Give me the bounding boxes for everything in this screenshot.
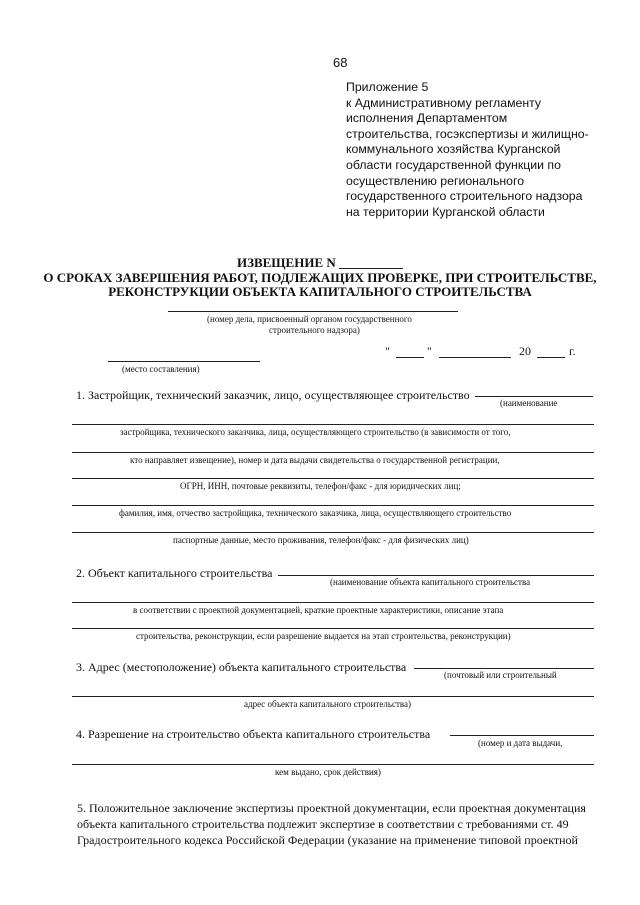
date-year-prefix: 20	[519, 344, 531, 358]
section-4-hint: (номер и дата выдачи,	[478, 738, 563, 748]
case-number-field[interactable]	[168, 311, 458, 312]
permit-field[interactable]	[450, 735, 594, 736]
appendix-line: области государственной функции по	[346, 157, 561, 172]
section-1-hint: кто направляет извещение), номер и дата выдачи свидетельства о государственной регистрации,	[130, 455, 500, 465]
developer-field-line[interactable]	[72, 505, 594, 506]
object-field-line[interactable]	[72, 602, 594, 603]
page-number: 68	[333, 55, 348, 70]
section-1-label: 1. Застройщик, технический заказчик, лицо, осуществляющее строительство	[76, 388, 470, 402]
place-hint: (место составления)	[122, 364, 200, 374]
appendix-block	[346, 80, 589, 220]
notice-subtitle-1: О СРОКАХ ЗАВЕРШЕНИЯ РАБОТ, ПОДЛЕЖАЩИХ ПРОВЕРКЕ, ПРИ СТРОИТЕЛЬСТВЕ,	[43, 270, 597, 285]
date-month-field[interactable]	[439, 357, 511, 358]
notice-subtitle-2: РЕКОНСТРУКЦИИ ОБЪЕКТА КАПИТАЛЬНОГО СТРОИТЕЛЬСТВА	[108, 284, 532, 299]
appendix-line: на территории Курганской области	[346, 204, 545, 219]
developer-field-line[interactable]	[72, 532, 594, 533]
date-day-field[interactable]	[396, 357, 424, 358]
developer-field-line[interactable]	[72, 452, 594, 453]
place-field[interactable]	[108, 361, 260, 362]
date-year-suffix: г.	[569, 344, 576, 358]
notice-number-field[interactable]	[339, 268, 403, 269]
case-number-hint: строительного надзора)	[269, 325, 360, 335]
section-3-hint: (почтовый или строительный	[444, 670, 557, 680]
section-1-hint: ОГРН, ИНН, почтовые реквизиты, телефон/факс - для юридических лиц;	[180, 481, 461, 491]
permit-field-line[interactable]	[72, 764, 594, 765]
appendix-line: строительства, госэкспертизы и жилищно-	[346, 126, 589, 141]
section-5-line: объекта капитального строительства подлежит экспертизе в соответствии с требованиями ст. 49	[77, 817, 569, 831]
section-2-hint: строительства, реконструкции, если разрешение выдается на этап строительства, реконструкции)	[136, 631, 511, 641]
section-2-hint: в соответствии с проектной документацией, краткие проектные характеристики, описание этапа	[133, 605, 504, 615]
date-quote-open: "	[385, 344, 390, 358]
address-field-line[interactable]	[72, 696, 594, 697]
section-1-hint: фамилия, имя, отчество застройщика, технического заказчика, лица, осуществляющего строительство	[119, 508, 512, 518]
developer-field-line[interactable]	[72, 478, 594, 479]
appendix-line: исполнения Департаментом	[346, 111, 508, 126]
developer-field[interactable]	[475, 396, 593, 397]
address-field[interactable]	[414, 668, 594, 669]
section-4-label: 4. Разрешение на строительство объекта капитального строительства	[76, 727, 431, 741]
section-1-hint: паспортные данные, место проживания, телефон/факс - для физических лиц)	[173, 535, 469, 545]
object-field-line[interactable]	[72, 628, 594, 629]
section-3-label: 3. Адрес (местоположение) объекта капитального строительства	[76, 660, 407, 674]
section-3-hint: адрес объекта капитального строительства)	[244, 699, 412, 709]
section-2-label: 2. Объект капитального строительства	[76, 566, 273, 580]
section-4-hint: кем выдано, срок действия)	[275, 767, 381, 777]
appendix-line: коммунального хозяйства Курганской	[346, 142, 561, 157]
section-2-hint: (наименование объекта капитального строительства	[330, 577, 531, 587]
section-5-line: 5. Положительное заключение экспертизы проектной документации, если проектная документация	[77, 801, 586, 815]
appendix-line: Приложение 5	[346, 80, 429, 94]
section-1-hint: застройщика, технического заказчика, лица, осуществляющего строительство (в зависимости от того,	[120, 427, 511, 437]
section-5-line: Градостроительного кодекса Российской Федерации (указание на применение типовой проектной	[77, 833, 578, 847]
appendix-line: к Административному регламенту	[346, 95, 542, 110]
date-year-field[interactable]	[537, 357, 565, 358]
notice-title	[0, 255, 640, 271]
case-number-hint: (номер дела, присвоенный органом государственного	[207, 314, 412, 324]
notice-title-text: ИЗВЕЩЕНИЕ N	[236, 255, 336, 270]
section-1-hint: (наименование	[500, 398, 558, 408]
object-field[interactable]	[278, 575, 594, 576]
section-5-paragraph	[77, 800, 590, 848]
date-quote-close: "	[427, 344, 432, 358]
appendix-line: государственного строительного надзора	[346, 189, 583, 204]
developer-field-line[interactable]	[72, 424, 594, 425]
appendix-line: осуществлению регионального	[346, 173, 525, 188]
